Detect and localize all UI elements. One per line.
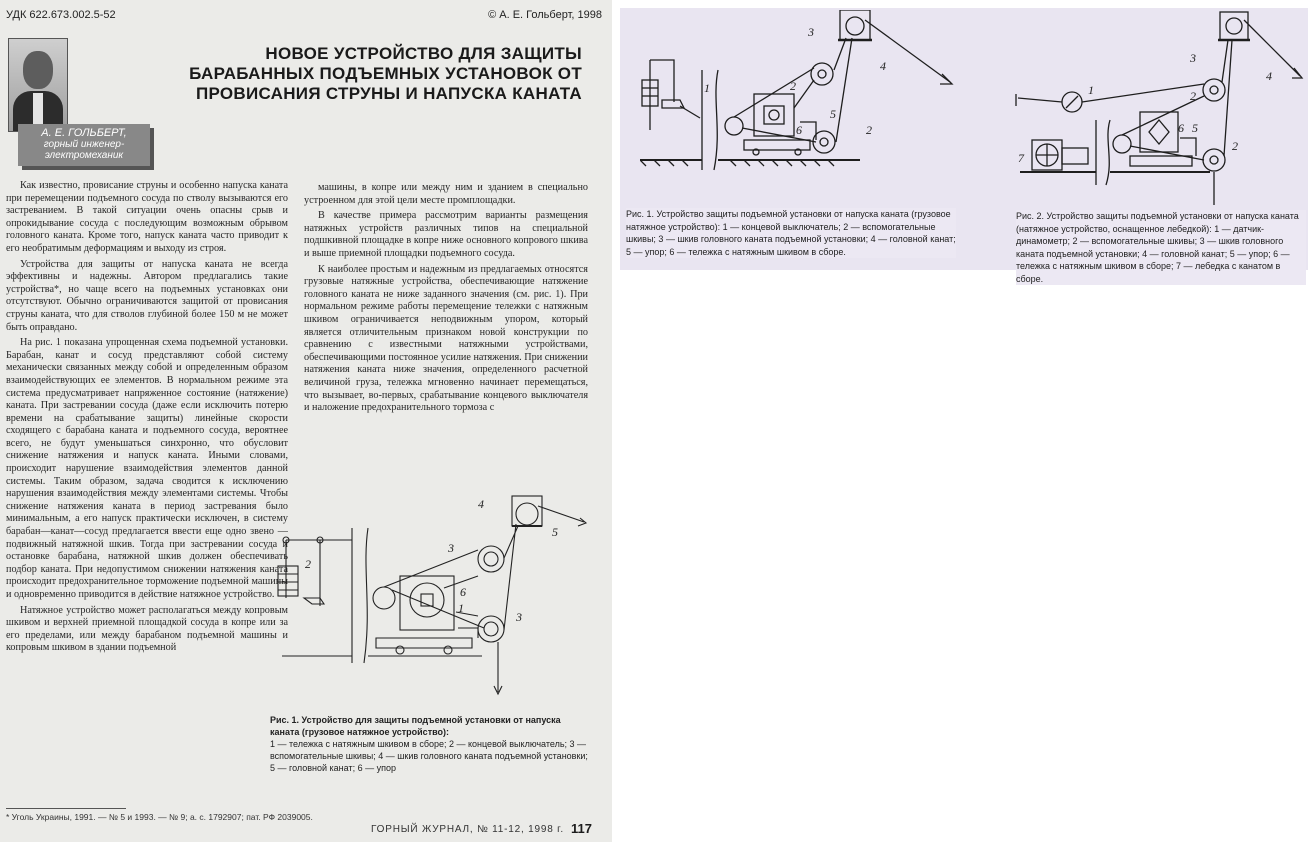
auxiliary-pulley (725, 117, 743, 135)
limit-switch (304, 598, 324, 604)
head-sheave (516, 503, 538, 525)
paragraph: Устройства для защиты от напуска каната не всегда эффективны и надежны. Автором предлагались такие устройства*, но чаще всего на подъемных установках они отсутствуют. Обычно ограничиваются защитой от провисания струны каната, что для стволов глубиной более 150 м не может быть оправдано. (6, 258, 288, 333)
counterweight (278, 566, 298, 596)
paragraph: В качестве примера рассмотрим варианты размещения натяжных устройств различных типов на специальной подшкивной площадке в копре ниже основного копрового шкива и выше приемной площадки подъемного сосуда. (304, 210, 588, 259)
journal-page (0, 0, 612, 842)
fig-a-label: 2 (866, 123, 872, 137)
trolley-rail (376, 638, 472, 648)
paragraph: Натяжное устройство может располагаться между копровым шкивом и верхней приемной площадкой сосуда в копре или за его пределами, или между барабаном подъемной машины и копровым шкивом в здании подъемной (6, 604, 288, 654)
figure-1-caption-body: 1 — тележка с натяжным шкивом в сборе; 2 — концевой выключатель; 3 — вспомогательные шкивы; 4 — шкив головного каната подъемной установки; 5 — головной канат; 6 — упор (270, 739, 588, 773)
head-sheave-frame (1220, 12, 1248, 40)
fig-a-label: 1 (704, 81, 710, 95)
auxiliary-pulley-lower (478, 616, 504, 642)
paragraph: Как известно, провисание струны и особенно напуска каната при перемещении подъемного сосуда по стволу вызываются его застреванием. В такой ситуации очень опасны срыв и опрокидывание сосуда с последующим возможным обрывом головного каната. Кроме того, напуск каната часто приводит к его необратимым деформациям и выходу из строя. (6, 180, 288, 254)
trolley-rail (744, 140, 810, 150)
author-name: А. Е. ГОЛЬБЕРТ, (41, 127, 127, 139)
trolley-rail (1130, 156, 1192, 166)
figure-1-caption-title: Рис. 1. Устройство для защиты подъемной установки от напуска каната (грузовое натяжное устройство): (270, 715, 561, 737)
fig1-label: 5 (552, 525, 558, 539)
auxiliary-pulley (1113, 135, 1131, 153)
figure-a-caption: Рис. 1. Устройство защиты подъемной установки от напуска каната (грузовое натяжное устройство): 1 — концевой выключатель; 2 — вспомогательные шкивы; 3 — шкив головного каната подъемной установки; 4 — головной канат; 5 — упор; 6 — тележка с натяжным шкивом в сборе. (626, 209, 956, 257)
author-photo (8, 38, 68, 132)
fig-a-label: 6 (796, 123, 802, 137)
fig1-label: 2 (305, 557, 311, 571)
udk-code: УДК 622.673.002.5-52 (6, 9, 116, 21)
weight-frame (650, 60, 674, 130)
fig-b-label: 4 (1266, 69, 1272, 83)
copyright: © А. Е. Гольберт, 1998 (488, 9, 602, 21)
figure-a-diagram (640, 10, 970, 205)
page-number: 117 (571, 821, 592, 836)
figure-1-diagram (272, 488, 592, 708)
fig-a-label: 5 (830, 107, 836, 121)
paragraph: На рис. 1 показана упрощенная схема подъемной установки. Барабан, канат и сосуд представляют собой систему механически связанных между собой и определенным образом взаимодействующих ее элементов. В нормальном режиме эта система предусматривает напряженное состояние (натяжение) каната. При застревании сосуда (даже если исключить потерю времени на срабатывание защиты) линейные скорости сходящего с барабана каната и подъемного сосуда, вероятнее всего, не будут уменьшаться синхронно, что обусловит снижение натяжения и напуск каната. Иными словами, происходит нарушение взаимодействия элементов данной системы. Таким образом, задача сводится к исключению нарушения взаимодействия между элементами системы. Чтобы снижение натяжения каната в период застревания было минимальным, а его напуск практически исключен, в систему барабан—канат—сосуд предлагается ввести еще одно звено — подвижный натяжной шкив. Тогда при застревании сосуда и остановке барабана, натяжной шкив должен обеспечивать подбор каната. При недопустимом снижении натяжения каната происходит предохранительное торможение подъемной машины и одновременно приводится в действие натяжное устройство. (6, 337, 288, 600)
fig1-label: 3 (448, 541, 454, 555)
tensioning-trolley (400, 576, 454, 630)
fig-b-label: 6 (1178, 121, 1184, 135)
paragraph: машины, в копре или между ним и зданием в специально устроенном для этой цели месте промплощадки. (304, 182, 588, 206)
shaft-wall (1096, 120, 1110, 185)
journal-name: ГОРНЫЙ ЖУРНАЛ, № 11-12, 1998 г. (371, 824, 564, 835)
auxiliary-pulley-lower (813, 131, 835, 153)
fig1-label: 4 (478, 497, 484, 511)
fig-b-label: 5 (1192, 121, 1198, 135)
footnote-rule (6, 808, 126, 809)
fig-b-label: 2 (1190, 89, 1196, 103)
fig-b-label: 7 (1018, 151, 1024, 165)
paragraph: К наиболее простым и надежным из предлагаемых относятся грузовые натяжные устройства, обеспечивающие натяжение головного каната не ниже заданного значения (см. рис. 1). При нормальном режиме работы перемещение тележки с натяжным шкивом ограничивается неподвижным упором, который является отличительным признаком новой конструкции по сравнению с известными натяжными устройствами, обеспечивающими постоянное усилие натяжения. При снижении натяжения каната ниже значения, определенного расчетной величиной груза, тележка мгновенно начинает перемещаться, что вызывает, во-первых, срабатывание концевого выключателя и наложение предохранительного тормоза с (304, 263, 588, 414)
head-sheave (846, 17, 864, 35)
figure-1-caption (270, 714, 590, 774)
fig-a-label: 2 (790, 79, 796, 93)
right-text-column (304, 182, 588, 472)
head-sheave (1226, 18, 1242, 34)
fig-b-label: 2 (1232, 139, 1238, 153)
footnote: * Уголь Украины, 1991. — № 5 и 1993. — № 9; а. с. 1792907; пат. РФ 2039005. (6, 812, 313, 822)
figure-b-caption: Рис. 2. Устройство защиты подъемной установки от напуска каната (натяжное устройство, оснащенное лебедкой): 1 — датчик-динамометр; 2 — вспомогательные шкивы; 3 — шкив головного каната подъемной установки; 4 — головной канат; 5 — упор; 6 — тележка с натяжным шкивом в сборе; 7 — лебедка с канатом в сборе. (1016, 210, 1306, 285)
fig-b-label: 3 (1190, 51, 1196, 65)
author-badge (18, 124, 150, 166)
author-face (23, 51, 53, 89)
left-text-column (6, 180, 288, 805)
fig1-label: 1 (458, 601, 464, 615)
fig-b-label: 1 (1088, 83, 1094, 97)
article-title: НОВОЕ УСТРОЙСТВО ДЛЯ ЗАЩИТЫ БАРАБАННЫХ ПОДЪЕМНЫХ УСТАНОВОК ОТ ПРОВИСАНИЯ СТРУНЫ И НАПУСКА КАНАТА (189, 44, 582, 103)
head-rope (1244, 20, 1300, 76)
auxiliary-pulley-lower (1203, 149, 1225, 171)
fig1-label: 6 (460, 585, 466, 599)
fig-a-label: 4 (880, 59, 886, 73)
rope (384, 550, 484, 628)
stop-block (458, 628, 478, 638)
figure-b-diagram (1010, 10, 1305, 205)
shaft-wall-break (364, 528, 368, 663)
head-rope (865, 20, 950, 82)
tensioning-trolley (754, 94, 794, 136)
auxiliary-pulley-upper (478, 546, 504, 572)
fig1-label: 3 (516, 610, 522, 624)
stop-block (1180, 138, 1196, 156)
auxiliary-pulley-upper (1203, 79, 1225, 101)
head-rope (538, 506, 584, 522)
auxiliary-pulley (373, 587, 395, 609)
fig-a-label: 3 (808, 25, 814, 39)
winch-motor (1062, 148, 1088, 164)
auxiliary-pulley-upper (811, 63, 833, 85)
author-role: горный инженер-электромеханик (43, 139, 125, 161)
